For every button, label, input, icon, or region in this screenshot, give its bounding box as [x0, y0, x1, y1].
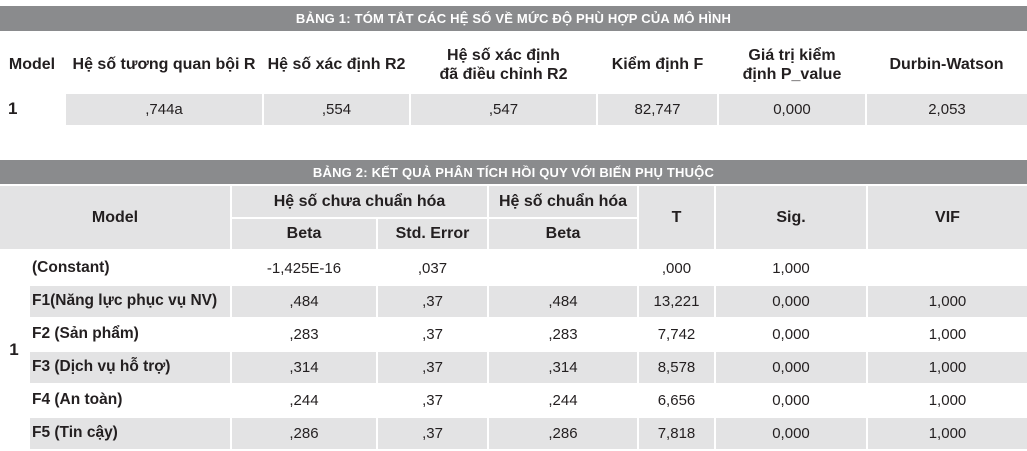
table2-cell-name: (Constant) [32, 259, 110, 277]
table2-header-vif: VIF [935, 208, 960, 226]
table2-cell-sig: 0,000 [772, 358, 810, 376]
table2-cell-se: ,37 [422, 325, 443, 343]
table1-title: BẢNG 1: TÓM TẮT CÁC HỆ SỐ VỀ MỨC ĐỘ PHÙ HỢP CỦA MÔ HÌNH [0, 6, 1027, 31]
table2-header-sig: Sig. [776, 208, 806, 226]
table1-header-p-line2: định P_value [742, 66, 842, 83]
table1-header-dw: Durbin-Watson [889, 56, 1004, 74]
table2-cell-vif: 1,000 [928, 325, 967, 343]
table2-cell-sig: 0,000 [772, 424, 810, 442]
table2-cell-t: 7,818 [657, 424, 696, 442]
table1-header-r2: Hệ số xác định R2 [267, 56, 406, 74]
table1-header-model: Model [8, 56, 56, 74]
table2-cell-t: 7,742 [657, 325, 696, 343]
table2-cell-t: 13,221 [653, 292, 700, 310]
table2-cell-se: ,37 [422, 391, 443, 409]
table2-cell-sig: 0,000 [772, 292, 810, 310]
table2-cell-vif [868, 252, 1027, 285]
table2-cell-se: ,37 [422, 292, 443, 310]
table2-cell-std-beta: ,484 [548, 292, 578, 310]
table2-header-std-error: Std. Error [395, 225, 470, 243]
table2-cell-name: F5 (Tin cậy) [32, 424, 118, 442]
table2-cell-name: F3 (Dịch vụ hỗ trợ) [32, 358, 171, 376]
table2-cell-beta: ,283 [289, 325, 319, 343]
table2-cell-vif: 1,000 [928, 358, 967, 376]
table2-cell-beta: ,484 [289, 292, 319, 310]
table2-cell-beta: ,286 [289, 424, 319, 442]
table2-cell-std-beta: ,283 [548, 325, 578, 343]
table2-header-t: T [671, 208, 682, 226]
table2-cell-beta: ,314 [289, 358, 319, 376]
table2-cell-name: F2 (Sản phẩm) [32, 325, 139, 343]
table2-cell-std-beta: ,244 [548, 391, 578, 409]
table2-cell-beta: ,244 [289, 391, 319, 409]
table2-header-model: Model [91, 208, 139, 226]
table1-row-model: 1 [8, 99, 18, 119]
table2-cell-se: ,37 [422, 424, 443, 442]
table1-header-f-test: Kiểm định F [611, 56, 704, 74]
table2-cell-std-beta: ,286 [548, 424, 578, 442]
table2-cell-name: F1(Năng lực phục vụ NV) [32, 292, 218, 310]
table2-cell-vif: 1,000 [928, 391, 967, 409]
table2-cell-sig: 0,000 [772, 325, 810, 343]
table2-cell-std-beta [489, 252, 637, 285]
table2-cell-std-beta: ,314 [548, 358, 578, 376]
table2-cell-t: 8,578 [657, 358, 696, 376]
table1-cell-r: ,744a [66, 94, 262, 125]
table2-cell-name: F4 (An toàn) [32, 391, 123, 409]
table1-header-adj-r2 [410, 36, 597, 94]
table2-cell-sig: 0,000 [772, 391, 810, 409]
table1-header-adj-r2-line1: Hệ số xác định [447, 46, 560, 64]
table2-cell-se: ,37 [422, 358, 443, 376]
table2-cell-vif: 1,000 [928, 424, 967, 442]
table1-cell-f-test: 82,747 [598, 94, 717, 125]
table2-cell-t: ,000 [661, 259, 692, 277]
table2-title: BẢNG 2: KẾT QUẢ PHÂN TÍCH HỒI QUY VỚI BIẾN PHỤ THUỘC [0, 160, 1027, 184]
table1-header-p-value [718, 36, 866, 94]
table1-cell-r2: ,554 [264, 94, 409, 125]
table1-header-r: Hệ số tương quan bội R [72, 56, 256, 74]
table2-cell-vif: 1,000 [928, 292, 967, 310]
table2-header-standardized: Hệ số chuẩn hóa [498, 192, 628, 210]
table2-cell-se: ,037 [417, 259, 448, 277]
table1-header-p-line1: Giá trị kiểm [748, 46, 836, 64]
table2-header-beta: Beta [286, 225, 322, 243]
table1-cell-adj-r2: ,547 [411, 94, 596, 125]
table1-header-adj-r2-line2: đã điều chỉnh R2 [439, 66, 568, 83]
table2-cell-t: 6,656 [657, 391, 696, 409]
table2-cell-beta: -1,425E-16 [266, 259, 342, 277]
table2-model-number: 1 [9, 339, 19, 359]
table2-cell-sig: 1,000 [772, 259, 810, 277]
table1-cell-p-value: 0,000 [719, 94, 865, 125]
table1-cell-dw: 2,053 [867, 94, 1027, 125]
table2-header-unstandardized: Hệ số chưa chuẩn hóa [273, 192, 446, 210]
table2-header-std-beta: Beta [545, 225, 581, 243]
